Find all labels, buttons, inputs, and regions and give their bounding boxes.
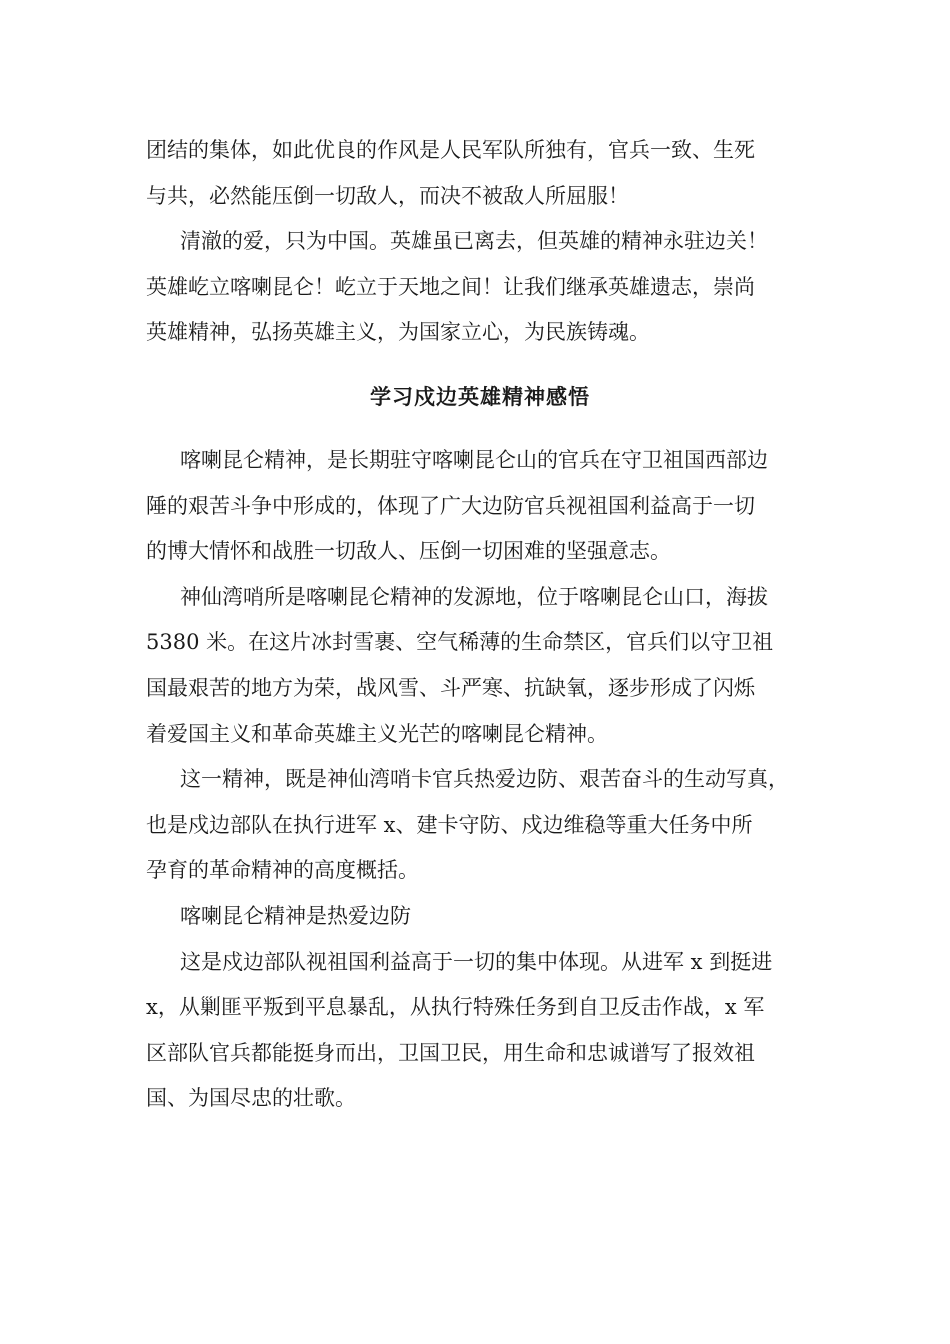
- text-line: 英雄屹立喀喇昆仑！屹立于天地之间！让我们继承英雄遗志，崇尚: [146, 274, 755, 299]
- text-line: 孕育的革命精神的高度概括。: [146, 858, 419, 883]
- section-heading: 学习戍边英雄精神感悟: [370, 384, 590, 409]
- text-line: x，从剿匪平叛到平息暴乱，从执行特殊任务到自卫反击作战，x 军: [146, 995, 765, 1020]
- text-line: 的博大情怀和战胜一切敌人、压倒一切困难的坚强意志。: [146, 539, 671, 564]
- text-line: 这是戍边部队视祖国利益高于一切的集中体现。从进军 x 到挺进: [180, 949, 773, 974]
- text-line: 5380 米。在这片冰封雪裹、空气稀薄的生命禁区，官兵们以守卫祖: [146, 630, 774, 655]
- text-line: 着爱国主义和革命英雄主义光芒的喀喇昆仑精神。: [146, 721, 608, 746]
- text-line: 清澈的爱，只为中国。英雄虽已离去，但英雄的精神永驻边关！: [180, 229, 768, 254]
- text-line: 国、为国尽忠的壮歌。: [146, 1086, 356, 1111]
- text-line: 与共，必然能压倒一切敌人，而决不被敌人所屈服！: [146, 183, 629, 208]
- text-block-after-heading: [146, 438, 814, 1122]
- text-line: 神仙湾哨所是喀喇昆仑精神的发源地，位于喀喇昆仑山口，海拔: [180, 584, 768, 609]
- text-line: 陲的艰苦斗争中形成的，体现了广大边防官兵视祖国利益高于一切: [146, 493, 755, 518]
- text-line: 团结的集体，如此优良的作风是人民军队所独有，官兵一致、生死: [146, 138, 755, 162]
- text-line: 喀喇昆仑精神是热爱边防: [180, 903, 411, 928]
- text-line: 国最艰苦的地方为荣，战风雪、斗严寒、抗缺氧，逐步形成了闪烁: [146, 675, 755, 700]
- text-line: 这一精神，既是神仙湾哨卡官兵热爱边防、艰苦奋斗的生动写真，: [180, 767, 789, 792]
- text-line: 喀喇昆仑精神，是长期驻守喀喇昆仑山的官兵在守卫祖国西部边: [180, 447, 768, 472]
- text-block-before-heading: [146, 128, 814, 356]
- text-line: 英雄精神，弘扬英雄主义，为国家立心，为民族铸魂。: [146, 320, 650, 345]
- text-line: 区部队官兵都能挺身而出，卫国卫民，用生命和忠诚谱写了报效祖: [146, 1040, 755, 1065]
- document-body: [146, 128, 814, 1122]
- text-line: 也是戍边部队在执行进军 x、建卡守防、戍边维稳等重大任务中所: [146, 812, 753, 837]
